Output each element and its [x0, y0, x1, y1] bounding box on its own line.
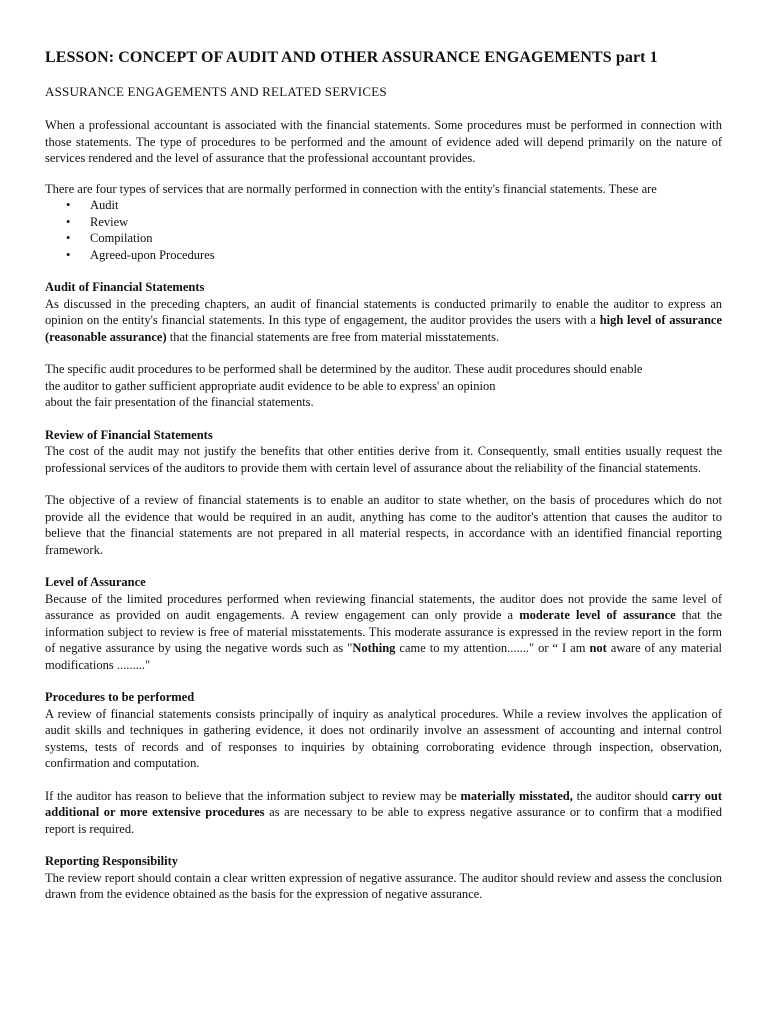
emphasis-text: moderate level of assurance: [519, 608, 676, 622]
level-paragraph: [45, 591, 722, 674]
list-item: • Compilation: [45, 230, 722, 247]
list-item: • Review: [45, 214, 722, 231]
emphasis-text: high level of assurance (reasonable assurance): [45, 313, 723, 344]
emphasis-text: carry out additional or more extensive procedures: [45, 788, 723, 819]
audit-heading: Audit of Financial Statements: [45, 280, 205, 294]
text-run: that the information subject to review is free of material misstatements. This moderate assurance is expressed in the review report in the form of negative assurance by using the negative words such as ": [45, 608, 722, 655]
document-page: [45, 48, 722, 903]
text-run: If the auditor has reason to believe that the information subject to review may be: [45, 788, 461, 803]
text-run: the auditor should: [572, 788, 672, 803]
emphasis-text: materially misstated,: [460, 788, 573, 803]
text-run: As discussed in the preceding chapters, an audit of financial statements is conducted primarily to enable the auditor to express an opinion on the entity's financial statements. In this type of engagement, the auditor provides the users with a: [45, 296, 722, 327]
reporting-heading: Reporting Responsibility: [45, 854, 179, 868]
review-paragraph-1: The cost of the audit may not justify the benefits that other entities derive from it. Consequently, small entities usually request the professional services of the auditors to provide them with certain level of assurance about the reliability of the financial statements.: [45, 444, 722, 475]
review-paragraph-2: The objective of a review of financial statements is to enable an auditor to state whether, on the basis of procedures which do not provide all the evidence that would be required in an audit, anything has come to the auditor's attention that causes the auditor to believe that the financial statements are not prepared in all material respects, in accordance with an identified financial reporting framework.: [45, 493, 722, 557]
services-list: [45, 197, 722, 263]
text-run: aware of any material modifications .........": [45, 641, 722, 672]
audit-paragraph-2: [45, 361, 722, 411]
procedures-paragraph-1: A review of financial statements consists principally of inquiry as analytical procedures. While a review involves the application of audit skills and techniques in gathering evidence, it does not ordinarily involve an assessment of accounting and internal control systems, tests of records and of responses to inquiries by obtaining corroborating evidence through inspection, observation, confirmation and computation.: [45, 706, 722, 770]
list-item: • Audit: [45, 197, 722, 214]
text-line: The specific audit procedures to be performed shall be determined by the auditor. These audit procedures should enable: [45, 362, 643, 376]
list-item: • Agreed-upon Procedures: [45, 247, 722, 264]
audit-paragraph-1: [45, 296, 722, 346]
text-run: came to my attention......." or “ I am: [395, 641, 590, 655]
emphasis-text: not: [589, 641, 607, 655]
intro-paragraph-1: When a professional accountant is associated with the financial statements. Some procedures must be performed in connection with those statements. The type of procedures to be performed and the amount of evidence aded will depend primarily on the nature of services rendered and the level of assurance that the professional accountant provides.: [45, 118, 722, 165]
text-line: about the fair presentation of the financial statements.: [45, 395, 314, 409]
emphasis-text: Nothing: [352, 641, 396, 655]
procedures-paragraph-2: [45, 788, 722, 838]
level-heading: Level of Assurance: [45, 575, 146, 589]
procedures-heading: Procedures to be performed: [45, 690, 195, 704]
review-heading: Review of Financial Statements: [45, 427, 213, 442]
text-run: as are necessary to be able to express negative assurance or to confirm that a modified report is required.: [45, 805, 722, 836]
reporting-paragraph: The review report should contain a clear written expression of negative assurance. The auditor should review and assess the conclusion drawn from the evidence obtained as the basis for the expression of negative assurance.: [45, 870, 722, 901]
text-line: the auditor to gather sufficient appropriate audit evidence to be able to express' an opinion: [45, 378, 496, 393]
text-run: that the financial statements are free from material misstatements.: [166, 329, 500, 344]
text-run: Because of the limited procedures performed when reviewing financial statements, the auditor does not provide the same level of assurance as provided on audit engagements. A review engagement can only provide a: [45, 591, 722, 622]
section-title: ASSURANCE ENGAGEMENTS AND RELATED SERVICES: [45, 84, 387, 99]
lesson-title: LESSON: CONCEPT OF AUDIT AND OTHER ASSURANCE ENGAGEMENTS part 1: [45, 49, 658, 66]
intro-paragraph-2: There are four types of services that are normally performed in connection with the entity's financial statements. These are: [45, 181, 657, 196]
